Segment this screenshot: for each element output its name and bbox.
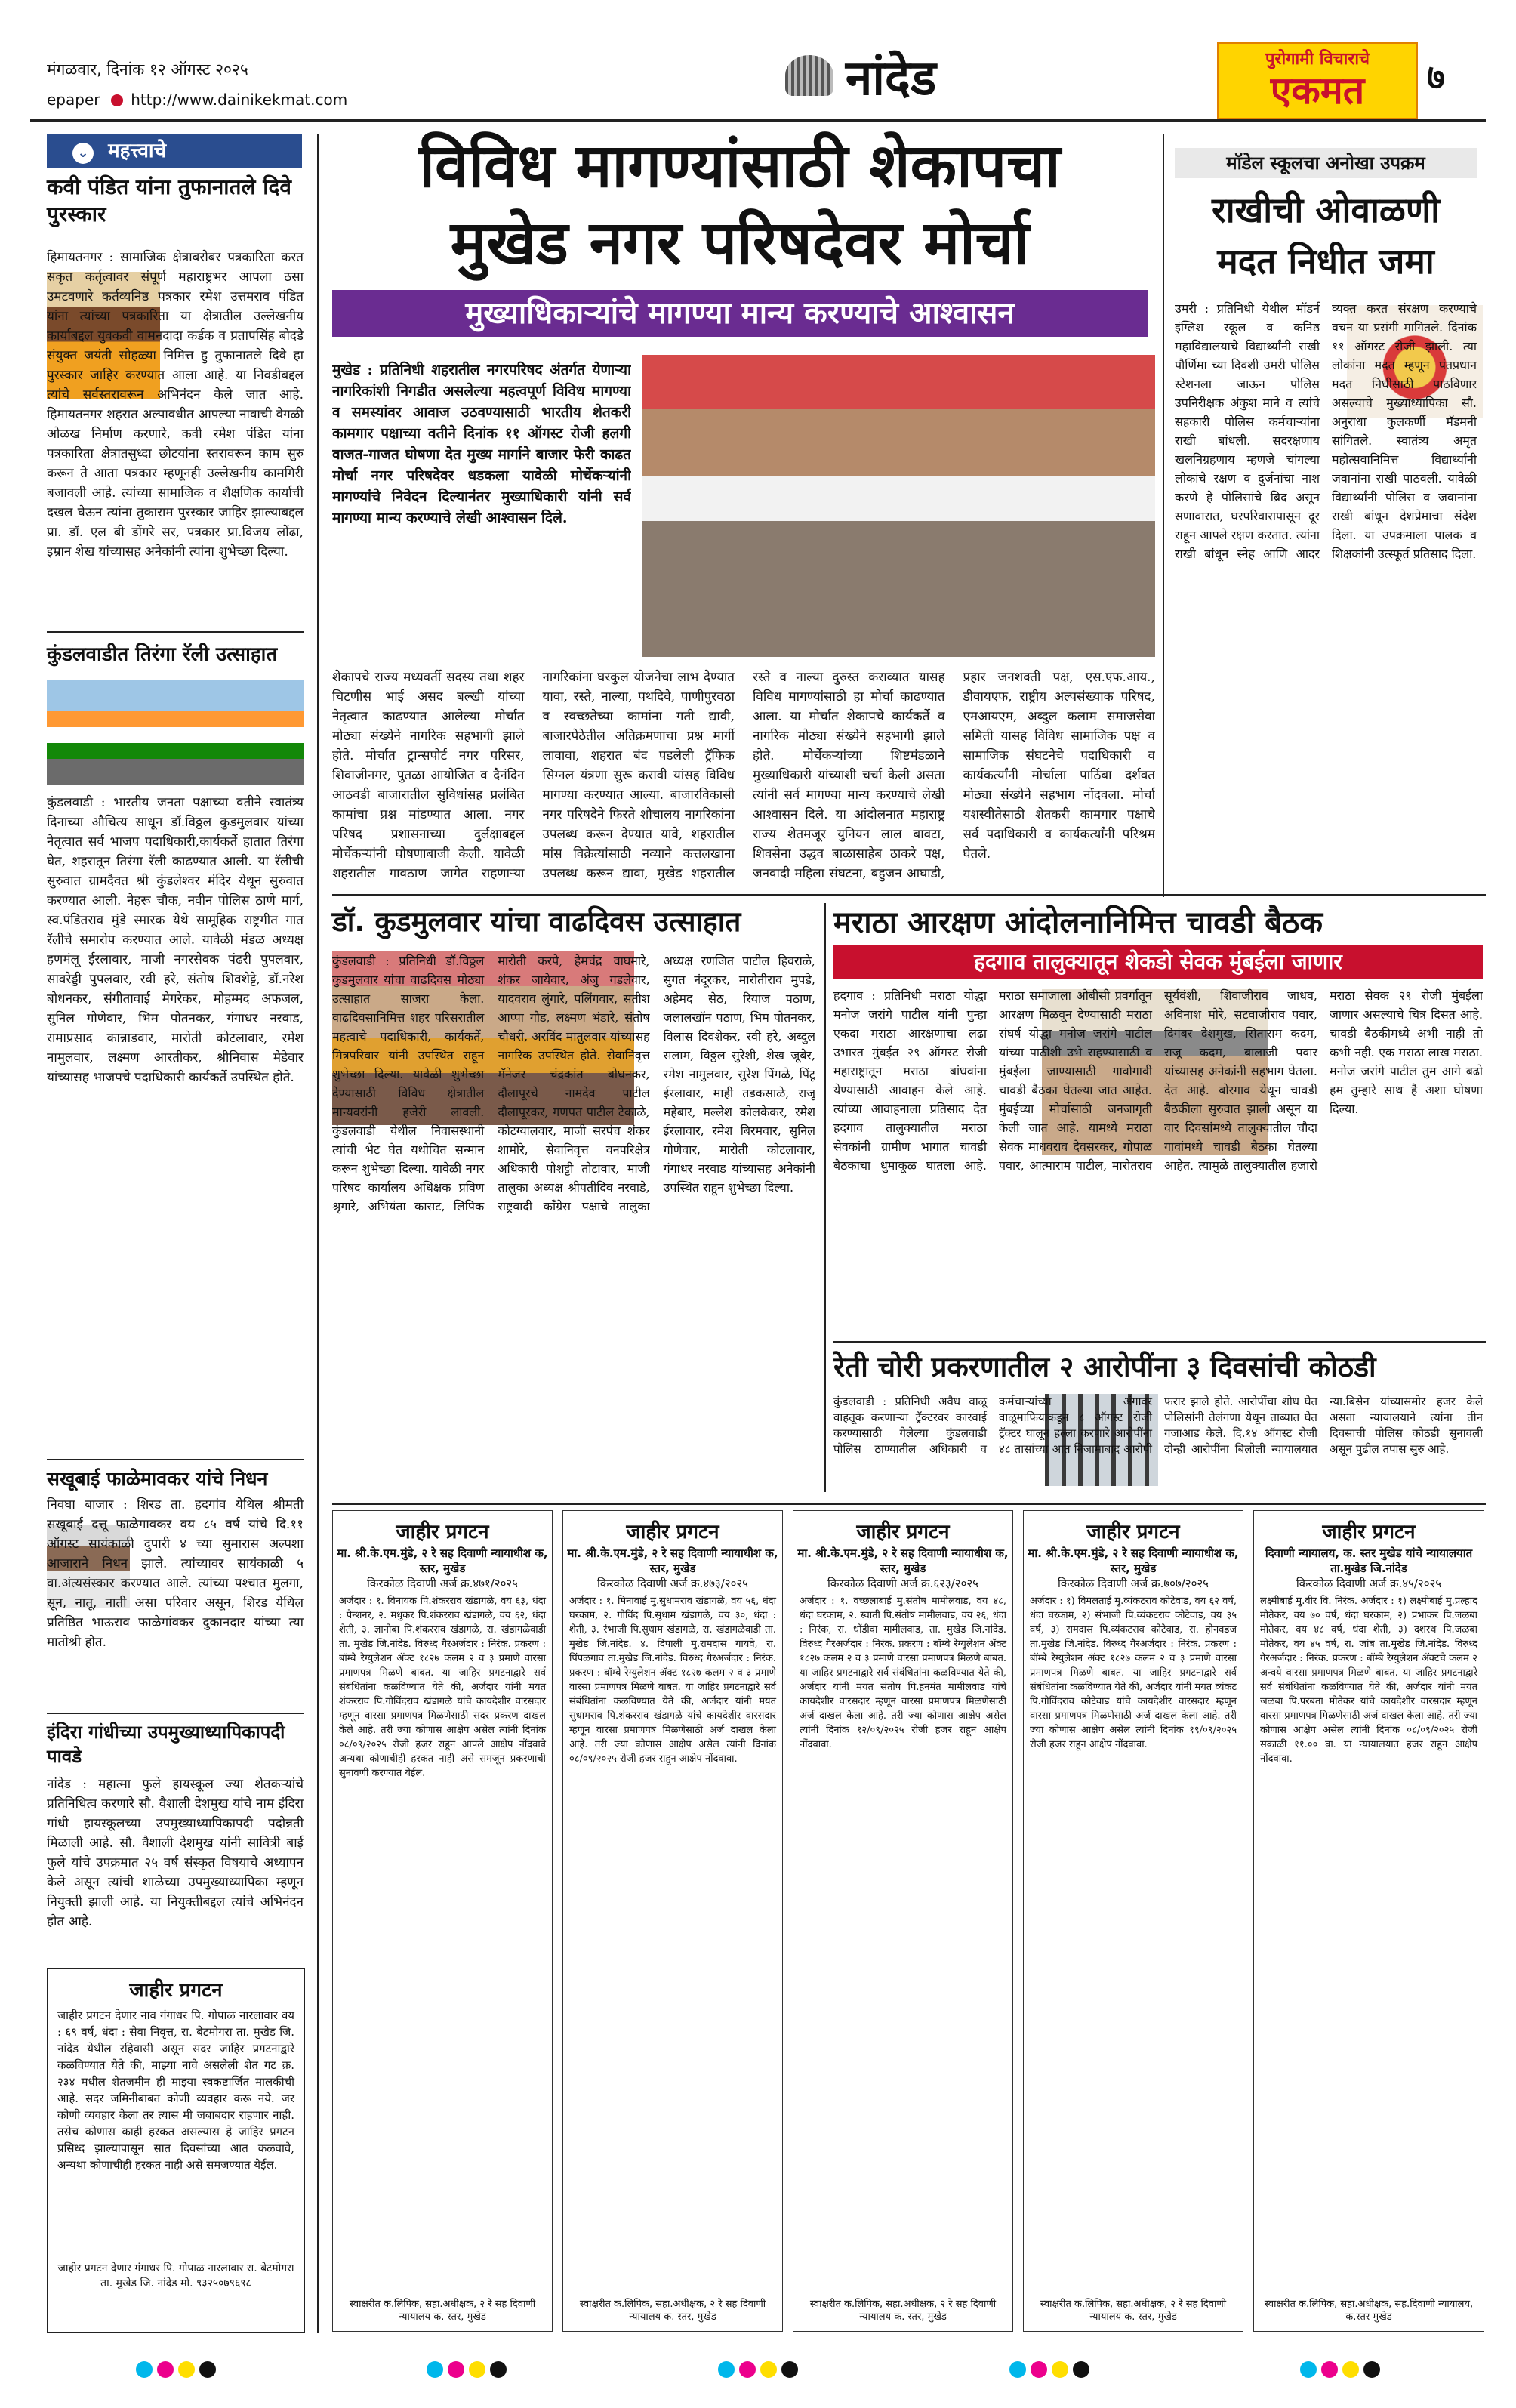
chevron-down-icon: ⌄ — [72, 143, 94, 164]
birthday-headline: डॉ. कुडमुलवार यांचा वाढदिवस उत्साहात — [332, 905, 741, 938]
brand-name: एकमत — [1270, 69, 1365, 113]
sidebar-story-1-body: हिमायतनगर : सामाजिक क्षेत्राबरोबर पत्रकारिता करत सकृत कर्तृत्वावर संपूर्ण महाराष्ट्रभर आपला ठसा उमटवणारे कर्तव्यनिष्ठ पत्रकार रमेश उत्तमराव पंडित यांना त्यांच्या पत्रकारिता या क्षेत्रातील उल्लेखनीय कार्याबद्दल युवकवी वामनदादा कर्डक व प्रतापसिंह बोदडे संयुक्त जयंती सोहळ्या निमित्त हु तुफानातले दिवे हा पुरस्कार जाहिर करण्यात आला आहे. या निवडीबद्दल त्यांचे सर्वस्तरावरून अभिनंदन केले जात आहे. हिमायतनगर शहरात अल्पावधीत आपल्या नावाची वेगळी ओळख निर्माण करणारे, कवी रमेश पंडित यांना पत्रकारिता क्षेत्रातसुध्दा छोटयांना स्तरावरून काम सुरु करून ते आता पत्रकार म्हणूनही उल्लेखनीय कामगिरी बजावली आहे. त्यांच्या सामाजिक व शैक्षणिक कार्याची दखल घेऊन त्यांना तुकाराम पुरस्कार जाहिर झाल्याबद्दल प्रा. डॉ. एल बी डोंगरे सर, पत्रकार प्रा.विजय लोंढा, इम्रान शेख यांच्यासह अनेकांनी त्यांना शुभेच्छा दिल्या. — [47, 250, 304, 560]
color-dot — [136, 2361, 153, 2378]
legal-notice-5 — [1253, 1510, 1484, 2332]
notice-1-case: किरकोळ दिवाणी अर्ज क्र.४७१/२०२५ — [367, 1577, 518, 1590]
color-dot — [178, 2361, 195, 2378]
rakhi-kicker: मॉडेल स्कूलचा अनोखा उपक्रम — [1175, 148, 1477, 178]
brand-tagline: पुरोगामी विचाराचे — [1265, 50, 1370, 69]
notice-5-title: जाहीर प्रगटन — [1322, 1521, 1416, 1543]
sidebar-story-3-headline: सखूबाई फाळेमावकर यांचे निधन — [47, 1468, 268, 1490]
sidebar-story-2-headline: कुंडलवाडीत तिरंगा रॅली उत्साहात — [47, 643, 278, 666]
notice-4-title: जाहीर प्रगटन — [1086, 1521, 1180, 1543]
color-dot — [718, 2361, 735, 2378]
notice-3-signature: स्वाक्षरीत क.लिपिक, सहा.अधीक्षक, २ रे सह दिवाणी न्यायालय क. स्तर, मुखेड — [809, 2299, 997, 2323]
maratha-subhead: हदगाव तालुक्यातून शेकडो सेवक मुंबईला जाणार — [833, 945, 1483, 979]
rakhi-body: उमरी : प्रतिनिधी येथील मॉडर्न इंग्लिश स्कूल व कनिष्ठ महाविद्यालयाचे विद्यार्थ्यांनी राखी पौर्णिमा च्या दिवशी उमरी पोलिस स्टेशनला जाऊन पोलिस उपनिरीक्षक अंकुश माने व त्यांचे सहकारी पोलिस कर्मचाऱ्यांना राखी बांधली. सदरक्षणाय खलनिग्रहणाय म्हणजे चांगल्या लोकांचे रक्षण व दुर्जनांचा नाश करणे हे पोलिसांचे ब्रिद असून सणावारात, घरपरिवारापासून दूर राहून आपले रक्षण करतात. त्यांना राखी बांधून स्नेह आणि आदर व्यक्त करत संरक्षण करण्याचे वचन या प्रसंगी मागितले. दिनांक ११ ऑगस्ट रोजी झाली. त्या लोकांना मदत म्हणून पंतप्रधान मदत निधीसाठी पाठविणार असल्याचे मुख्याध्यापिका सौ. अनुराधा कुलकर्णी मॅडमनी सांगितले. स्वातंत्र्य अमृत महोत्सवानिमित्त विद्यार्थ्यांनी जवानांना राखी पाठवली. यावेळी विद्यार्थ्यांनी पोलिस व जवानांना राखी बांधून देशप्रेमाचा संदेश दिला. या उपक्रमाला पालक व शिक्षकांनी उत्स्फूर्त प्रतिसाद दिला. — [1175, 301, 1477, 561]
page-number: ७ — [1427, 57, 1445, 97]
color-dot — [490, 2361, 507, 2378]
registration-group-5 — [1298, 2361, 1382, 2381]
brand-logo[interactable] — [1217, 42, 1418, 119]
globe-icon — [111, 94, 123, 106]
color-dot — [781, 2361, 798, 2378]
notice-1-court: मा. श्री.के.एम.मुंडे, २ रे सह दिवाणी न्यायाधीश क, स्तर, मुखेड — [337, 1546, 548, 1575]
lead-headline-line-1: विविध मागण्यांसाठी शेकापचा — [419, 131, 1061, 201]
notice-3-title: जाहीर प्रगटन — [856, 1521, 950, 1543]
notice-3-case: किरकोळ दिवाणी अर्ज क्र.६२३/२०२५ — [827, 1577, 978, 1590]
date-line: मंगळवार, दिनांक १२ ऑगस्ट २०२५ — [47, 60, 248, 79]
maratha-body: हदगाव : प्रतिनिधी मराठा योद्धा मनोज जरांगे पाटील यांनी पुन्हा एकदा मराठा आरक्षणाचा लढा उभारत मुंबईत २९ ऑगस्ट रोजी महाराष्ट्रातून मराठा बांधवांना येण्यासाठी आवाहन केले आहे. त्यांच्या आवाहनाला प्रतिसाद देत हदगाव तालुक्यातील मराठा सेवकांनी ग्रामीण भागात चावडी बैठकाचा धुमाकूळ घातला आहे. मराठा समाजाला ओबीसी प्रवर्गातून आरक्षण मिळवून देण्यासाठी मराठा संघर्ष योद्धा मनोज जरांगे पाटील यांच्या पाठीशी उभे राहण्यासाठी व मुंबईला जाण्यासाठी गावोगावी चावडी बैठका घेतल्या जात आहेत. मुंबईच्या मोर्चासाठी जनजागृती केली जात आहे. यामध्ये मराठा सेवक माधवराव देवसरकर, गोपाळ पवार, आत्माराम पाटील, मारोतराव सूर्यवंशी, शिवाजीराव जाधव, अविनाश मोरे, सटवाजीराव पवार, दिगंबर देशमुख, सिताराम कदम, राजू कदम, बालाजी पवार यांच्यासह अनेकांनी सहभाग घेतला. देत आहे. बोरगाव येथून चावडी बैठकीला सुरुवात झाली असून या वार दिवसांमध्ये तालुक्यातील चौदा गावांमध्ये चावडी बैठका घेतल्या आहेत. त्यामुळे तालुक्यातील हजारो मराठा सेवक २९ रोजी मुंबईला जाणार असल्याचे चित्र दिसत आहे. चावडी बैठकीमध्ये अभी नाही तो कभी नही. एक मराठा लाख मराठा. मनोज जरांगे पाटील तुम आगे बढो हम तुम्हारे साथ है अशा घोषणा दिल्या. — [833, 988, 1483, 1173]
left-notice-box — [47, 1968, 305, 2333]
lead-march-photo — [642, 355, 1155, 657]
color-dot — [199, 2361, 216, 2378]
legal-notice-4 — [1023, 1510, 1243, 2332]
tiranga-rally-photo — [47, 680, 304, 785]
notice-4-body: अर्जदार : १) विमलताई मु.व्यंकटराव कोटेवाड, वय ६२ वर्ष, धंदा घरकाम, २) संभाजी पि.व्यंकटराव कोटेवाड, वय ३५ वर्ष, ३) रामदास पि.व्यंकटराव कोटेवाड, रा. होनवडज ता.मुखेड जि.नांदेड. विरुध्द गैरअर्जदार : निरंक. प्रकरण : बॉम्बे रेग्युलेशन ॲक्ट १८२७ कलम २ व ३ प्रमाणे वारसा प्रमाणपत्र मिळणे बाबत. या जाहिर प्रगटनाद्वारे सर्व संबंधितांना कळविण्यात येते की, अर्जदार यांनी मयत व्यंकट पि.गोविंदराव कोटेवाड यांचे कायदेशीर वारसदार म्हणून वारसा प्रमाणपत्र मिळणेसाठी अर्ज दाखल केला आहे. तरी ज्या कोणास आक्षेप असेल त्यांनी दिनांक १९/०९/२०२५ रोजी हजर राहून आक्षेप नोंदवावा. — [1030, 1596, 1237, 1750]
section-banner — [47, 134, 302, 168]
color-dot — [1052, 2361, 1068, 2378]
sand-body: कुंडलवाडी : प्रतिनिधी अवैध वाळू वाहतूक करणाऱ्या ट्रॅक्टरवर कारवाई करण्यासाठी गेलेल्या कुंडलवाडी पोलिस ठाण्यातील अधिकारी व कर्मचाऱ्यांच्या अंगावर वाळूमाफियाकडून ८ ऑगस्ट रोजी ट्रॅक्टर घालून हल्ला करणारे आरोपींना ४८ तासांच्या आत निजामाबाद आरोपी फरार झाले होते. आरोपींचा शोध घेत पोलिसांनी तेलंगणा येथून ताब्यात घेत गजाआड केले. दि.१४ ऑगस्ट रोजी दोन्ही आरोपींना बिलोली न्यायालयात न्या.बिसेन यांच्यासमोर हजर केले असता न्यायालयाने त्यांना तीन दिवसाची पोलिस कोठडी सुनावली असून पुढील तपास सुरु आहे. — [833, 1395, 1483, 1456]
notice-2-title: जाहीर प्रगटन — [626, 1521, 719, 1543]
color-dot — [157, 2361, 174, 2378]
notice-2-signature: स्वाक्षरीत क.लिपिक, सहा.अधीक्षक, २ रे सह दिवाणी न्यायालय क. स्तर, मुखेड — [579, 2299, 766, 2323]
notice-4-case: किरकोळ दिवाणी अर्ज क्र.७०७/२०२५ — [1058, 1577, 1209, 1590]
rakhi-headline-line-1: राखीची ओवाळणी — [1211, 190, 1441, 230]
lead-headline-line-2: मुखेड नगर परिषदेवर मोर्चा — [450, 208, 1030, 278]
birthday-body: कुंडलवाडी : प्रतिनिधी डॉ.विठ्ठल कुडमुलवार यांचा वाढदिवस मोठ्या उत्साहात साजरा केला. वाढदिवसानिमित्त शहर परिसरातील महत्वाचे पदाधिकारी, कार्यकर्ते, मित्रपरिवार यांनी उपस्थित राहून शुभेच्छा दिल्या. यावेळी शुभेच्छा देण्यासाठी विविध क्षेत्रातील मान्यवरांनी हजेरी लावली. कुंडलवाडी येथील निवासस्थानी त्यांची भेट घेत यथोचित सन्मान करून शुभेच्छा दिल्या. यावेळी नगर परिषद कार्यालय अधिक्षक प्रविण श्रृगारे, अभियंता कासट, लिपिक मारोती करपे, हेमचंद्र वाघमारे, शंकर जायेवार, अंजु गडलेवार, यादवराव लुंगारे, पलिंगवार, सतीश आप्पा गौड, लक्ष्मण भंडारे, संतोष चौधरी, अरविंद मातुलवार यांच्यासह नागरिक उपस्थित होते. सेवानिवृत्त मॅनेजर चंद्रकांत बोधनकर, दौलापूरचे नामदेव पाटील दौलापूरकर, गणपत पाटील टेकाळे, कोटग्यालवार, माजी सरपंच शंकर शामोरे, सेवानिवृत्त वनपरिक्षेत्र अधिकारी पोशट्टी तोटावार, माजी तालुका अध्यक्ष श्रीपतीदिव नरवाडे, राष्ट्रवादी काँग्रेस पक्षाचे तालुका अध्यक्ष रणजित पाटील हिवराळे, सुगत नंदूरकर, मारोतीराव मुपडे, अहेमद सेठ, रियाज पठाण, जलालखॉन पठाण, भिम पोतनकर, विलास दिवशेकर, रवी हरे, अब्दुल सलाम, विठ्ठल सुरेशी, शेख जूबेर, रमेश नामुलवार, सुरेश पिंगळे, पिंटू ईरलावार, माही तडकसाळे, राजू महेबार, मल्लेश कोलकेकर, रमेश ईरलावार, रमेश बिरमवार, सुनिल गोणेवार, मारोती कोटलावार, गंगाधर नरवाड यांच्यासह अनेकांनी उपस्थित राहून शुभेच्छा दिल्या. — [332, 954, 815, 1213]
legal-notice-1 — [332, 1510, 553, 2332]
color-dot — [427, 2361, 443, 2378]
color-dot — [1073, 2361, 1089, 2378]
masthead-city — [664, 44, 1057, 107]
left-notice-title: जाहीर प्रगटन — [129, 1979, 223, 2002]
maratha-headline: मराठा आरक्षण आंदोलनानिमित्त चावडी बैठक — [833, 905, 1323, 940]
lead-intro: मुखेड : प्रतिनिधी शहरातील नगरपरिषद अंतर्गत येणाऱ्या नागरिकांशी निगडीत असलेल्या महत्वपूर्ण विविध मागण्या व समस्यांवर आवाज उठवण्यासाठी भारतीय शेतकरी कामगार पक्षाच्या वतीने दिनांक ११ ऑगस्ट रोजी हलगी वाजत-गाजत घोषणा देत मुख्य मार्गाने बाजार फेरी काढत मोर्चा नगर परिषदेवर धडकला यावेळी मोर्चेकऱ्यांनी मागण्यांचे निवेदन दिल्यानंतर मुख्याधिकारी यांनी सर्व मागण्या मान्य करण्याचे लेखी आश्वासन दिले. — [332, 362, 631, 526]
notice-2-case: किरकोळ दिवाणी अर्ज क्र.४७३/२०२५ — [597, 1577, 748, 1590]
lead-body: शेकापचे राज्य मध्यवर्ती सदस्य तथा शहर चिटणीस भाई असद बल्खी यांच्या नेतृत्वात काढण्यात आलेल्या मोर्चात मोठ्या संख्येने नागरिक सहभागी झाले होते. मोर्चात ट्रान्सपोर्ट नगर परिसर, शिवाजीनगर, पुतळा आयोजित व दैनंदिन आठवडी बाजारातील सुविधांसह प्रलंबित कामांचा प्रश्न मांडण्यात आला. नगर परिषद प्रशासनाच्या दुर्लक्षाबद्दल मोर्चेकऱ्यांनी घोषणाबाजी केली. यावेळी शहरातील गावठाण जागेत राहणाऱ्या नागरिकांना घरकुल योजनेचा लाभ देण्यात यावा, रस्ते, नाल्या, पथदिवे, पाणीपुरवठा व स्वच्छतेच्या कामांना गती द्यावी, बाजारपेठेतील अतिक्रमणाचा प्रश्न मार्गी लावावा, शहरात बंद पडलेली ट्रॅफिक सिग्नल यंत्रणा सुरू करावी यांसह विविध मागण्या करण्यात आल्या. बाजारविकासी नगर परिषदेने फिरते शौचालय नागरिकांना उपलब्ध करून देण्यात यावे, शहरातील मांस विक्रेत्यांसाठी नव्याने कत्तलखाना उपलब्ध करून द्यावा, मुखेड शहरातील रस्ते व नाल्या दुरुस्त कराव्यात यासह विविध मागण्यांसाठी हा मोर्चा काढण्यात आला. या मोर्चात शेकापचे कार्यकर्ते व नागरिक मोठ्या संख्येने सहभागी झाले होते. मोर्चेकऱ्यांच्या शिष्टमंडळाने मुख्याधिकारी यांच्याशी चर्चा केली असता त्यांनी सर्व मागण्या मान्य करण्याचे लेखी आश्वासन दिले. या आंदोलनात महाराष्ट्र राज्य शेतमजूर युनियन लाल बावटा, शिवसेना उद्धव बाळासाहेब ठाकरे पक्ष, जनवादी महिला संघटना, बहुजन आघाडी, प्रहार जनशक्ती पक्ष, एस.एफ.आय., डीवायएफ, राष्ट्रीय अल्पसंख्याक परिषद, एमआयएम, अब्दुल कलाम समाजसेवा समिती यासह विविध सामाजिक पक्ष व सामाजिक संघटनेचे पदाधिकारी व कार्यकर्त्यांनी मोर्चाला पाठिंबा दर्शवत मोठ्या संख्येने सहभाग नोंदवला. मोर्चा यशस्वीतेसाठी शेतकरी कामगार पक्षाचे सर्व पदाधिकारी व कार्यकर्त्यांनी परिश्रम घेतले. — [332, 670, 1155, 881]
rakhi-headline-line-2: मदत निधीत जमा — [1217, 241, 1434, 282]
sidebar-story-4-body: नांदेड : महात्मा फुले हायस्कूल ज्या शेतकऱ्यांचे प्रतिनिधित्व करणारे सौ. वैशाली देशमुख यांचे नाम इंदिरा गांधी हायस्कूलच्या उपमुख्याध्यापिकापदी पदोन्नती मिळाली आहे. सौ. वैशाली देशमुख यांनी सावित्री बाई फुले यांचे उपक्रमात २५ वर्ष संस्कृत विषयाचे अध्यापन केले असून त्यांची शाळेच्या उपमुख्याध्यापिका म्हणून नियुक्ती झाली आहे. या नियुक्तीबद्दल त्यांचे अभिनंदन होत आहे. — [47, 1777, 304, 1929]
legal-notice-2 — [562, 1510, 783, 2332]
notice-2-body: अर्जदार : १. मिनावाई मु.सुधामराव खंडागळे, वय ५६, धंदा घरकाम, २. गोविंद पि.सुधाम खंडागळे, वय ३०, धंदा : शेती, ३. रंभाजी पि.सुधाम खंडागळे, रा. खंडागळेवाडी ता. मुखेड जि.नांदेड. ४. दिपाली मु.रामदास गायवे, रा. पिंपळगाव ता.मुखेड जि.नांदेड. विरुध्द गैरअर्जदार : निरंक. प्रकरण : बॉम्बे रेग्युलेशन ॲक्ट १८२७ कलम २ व ३ प्रमाणे वारसा प्रमाणपत्र मिळणे बाबत. या जाहिर प्रगटनाद्वारे सर्व संबंधितांना कळविण्यात येते की, अर्जदार यांनी मयत सुधामराव पि.शंकरराव खंडागळे यांचे कायदेशीर वारसदार म्हणून वारसा प्रमाणपत्र मिळणेसाठी अर्ज दाखल केला आहे. तरी ज्या कोणास आक्षेप असेल त्यांनी दिनांक ०८/०९/२०२५ रोजी हजर राहून आक्षेप नोंदवावा. — [569, 1596, 776, 1765]
sidebar-story-1-headline: कवी पंडित यांना तुफानातले दिवे पुरस्कार — [47, 174, 291, 227]
color-dot — [1321, 2361, 1338, 2378]
color-dot — [1300, 2361, 1317, 2378]
city-name: नांदेड — [845, 50, 937, 106]
color-dot — [469, 2361, 485, 2378]
sidebar-story-2-body: कुंडलवाडी : भारतीय जनता पक्षाच्या वतीने स्वातंत्र्य दिनाच्या औचित्य साधून डॉ.विठ्ठल कुडमुलवार यांच्या नेतृत्वात सर्व भाजप पदाधिकारी,कार्यकर्ते हातात तिरंगा घेत, शहरातून तिरंगा रॅली काढण्यात आली. या रॅलीची सुरुवात ग्रामदैवत श्री कुंडलेश्वर मंदिर येथून सुरुवात करण्यात आली. नेहरू चौक, नवीन पोलिस ठाणे मार्ग, स्व.पंडितराव मुंडे स्मारक येथे सामूहिक राष्ट्रगीत गात रॅलीचे समारोप करण्यात आले. यावेळी मंडळ अध्यक्ष हणमंलू ईरलावार, माजी नगरसेवक पंढरी पुपलवार, सावरेड्डी पुपलवार, रवी हरे, संतोष शिवशेट्टे, डॉ.नरेश बोधनकर, संगीतावाई मेगरेकर, मोहम्मद अफजल, सुनिल गोणेवार, भिम पोतनकर, गंगाधर नरवाड, रामाप्रसाद कान्नाडवार, मारोती कोटलावार, रमेश नामुलवार, लक्ष्मण आरतीकर, श्रीनिवास मेडेवार यांच्यासह भाजपचे पदाधिकारी कार्यकर्ते उपस्थित होते. — [47, 795, 304, 1085]
notice-1-body: अर्जदार : १. विनायक पि.शंकरराव खंडागळे, वय ६३, धंदा : पेन्शनर, २. मधुकर पि.शंकरराव खंडागळे, वय ६२, धंदा शेती, ३. ज्ञानोबा पि.शंकरराव खंडागळे, रा. खंडागळेवाडी ता. मुखेड जि.नांदेड. विरुध्द गैरअर्जदार : निरंक. प्रकरण : बॉम्बे रेग्युलेशन ॲक्ट १८२७ कलम २ व ३ प्रमाणे वारसा प्रमाणपत्र मिळणे बाबत. या जाहिर प्रगटनाद्वारे सर्व संबंधितांना कळविण्यात येते की, अर्जदार यांनी मयत शंकरराव पि.गोविंदराव खंडागळे यांचे कायदेशीर वारसदार म्हणून वारसा प्रमाणपत्र मिळणेसाठी सदर प्रकरण दाखल केले आहे. तरी ज्या कोणास आक्षेप असेल त्यांनी दिनांक ०८/०९/२०२५ रोजी हजर राहून आपले आक्षेप नोंदवावे अन्यथा कोणाचीही हरकत नाही असे समजून प्रकरणाची सुनावणी करण्यात येईल. — [339, 1596, 546, 1779]
notice-5-body: लक्ष्मीबाई मु.वीर वि. निरंक. अर्जदार : १) लक्ष्मीबाई मु.प्रल्हाद मोतेकर, वय ७० वर्ष, धंदा घरकाम, २) प्रभाकर पि.जळबा मोतेकर, वय ४८ वर्ष, धंदा शेती, ३) दशरथ पि.जळबा मोतेकर, वय ४५ वर्ष, रा. जांब ता.मुखेड जि.नांदेड. विरुध्द गैरअर्जदार : निरंक. प्रकरण : बॉम्बे रेग्युलेशन ॲक्टचे कलम २ अन्वये वारसा प्रमाणपत्र मिळणे बाबत. या जाहिर प्रगटनाद्वारे सर्व संबंधितांना कळविण्यात येते की, अर्जदार यांनी मयत जळबा पि.परबता मोतेकर यांचे कायदेशीर वारसदार म्हणून वारसा प्रमाणपत्र मिळणेसाठी अर्ज दाखल केला आहे. तरी ज्या कोणास आक्षेप असेल त्यांनी दिनांक ०८/०९/२०२५ रोजी सकाळी ११.०० वा. या न्यायालयात हजर राहून आक्षेप नोंदवावा. — [1260, 1596, 1477, 1765]
color-dot — [1363, 2361, 1380, 2378]
epaper-label: epaper — [47, 91, 100, 109]
notice-2-court: मा. श्री.के.एम.मुंडे, २ रे सह दिवाणी न्यायाधीश क, स्तर, मुखेड — [567, 1546, 778, 1575]
sand-headline: रेती चोरी प्रकरणातील २ आरोपींना ३ दिवसांची कोठडी — [833, 1351, 1376, 1383]
left-notice-signature: जाहीर प्रगटन देणार गंगाधर पि. गोपाळ नारलावार रा. बेटमोगरा ता. मुखेड जि. नांदेड मो. ९३२५०७९६९८ — [57, 2262, 294, 2289]
notice-5-signature: स्वाक्षरीत क.लिपिक, सहा.अधीक्षक, सह.दिवाणी न्यायालय, क.स्तर मुखेड — [1264, 2299, 1474, 2323]
notice-1-title: जाहीर प्रगटन — [396, 1521, 489, 1543]
registration-group-1 — [134, 2361, 218, 2381]
footer-registration-marks — [30, 2356, 1486, 2386]
color-dot — [739, 2361, 756, 2378]
notice-3-body: अर्जदार : १. वच्छलाबाई मु.संतोष मामीलवाड, वय ४८, धंदा घरकाम, २. स्वाती पि.संतोष मामीलवाड, वय २६, धंदा : निरंक, रा. धोंडीवा मामीलवाड, ता. मुखेड जि.नांदेड. विरुध्द गैरअर्जदार : निरंक. प्रकरण : बॉम्बे रेग्युलेशन ॲक्ट १८२७ कलम २ व ३ प्रमाणे वारसा प्रमाणपत्र मिळणे बाबत. या जाहिर प्रगटनाद्वारे सर्व संबंधितांना कळविण्यात येते की, अर्जदार यांनी मयत संतोष पि.हनमंत मामीलवाड यांचे कायदेशीर वारसदार म्हणून वारसा प्रमाणपत्र मिळणेसाठी अर्ज दाखल केला आहे. तरी ज्या कोणास आक्षेप असेल त्यांनी दिनांक १२/०९/२०२५ रोजी हजर राहून आक्षेप नोंदवावा. — [800, 1596, 1006, 1750]
epaper-line — [47, 91, 347, 109]
notice-1-signature: स्वाक्षरीत क.लिपिक, सहा.अधीक्षक, २ रे सह दिवाणी न्यायालय क. स्तर, मुखेड — [349, 2299, 536, 2323]
notice-5-case: किरकोळ दिवाणी अर्ज क्र.४५/२०२५ — [1296, 1577, 1442, 1590]
registration-group-3 — [716, 2361, 800, 2381]
registration-group-4 — [1007, 2361, 1092, 2381]
color-dot — [760, 2361, 777, 2378]
registration-group-2 — [424, 2361, 509, 2381]
website-link[interactable]: http://www.dainikekmat.com — [131, 91, 348, 109]
city-emblem-icon — [785, 55, 833, 96]
notice-4-court: मा. श्री.के.एम.मुंडे, २ रे सह दिवाणी न्यायाधीश क, स्तर, मुखेड — [1028, 1546, 1239, 1575]
notice-3-court: मा. श्री.के.एम.मुंडे, २ रे सह दिवाणी न्यायाधीश क, स्तर, मुखेड — [797, 1546, 1009, 1575]
section-title: महत्त्वाचे — [108, 140, 167, 162]
legal-notice-3 — [793, 1510, 1013, 2332]
lead-subhead: मुख्याधिकाऱ्यांचे मागण्या मान्य करण्याचे आश्वासन — [332, 290, 1148, 337]
notice-4-signature: स्वाक्षरीत क.लिपिक, सहा.अधीक्षक, २ रे सह दिवाणी न्यायालय क. स्तर, मुखेड — [1040, 2299, 1227, 2323]
color-dot — [1342, 2361, 1359, 2378]
color-dot — [1031, 2361, 1047, 2378]
left-notice-body: जाहीर प्रगटन देणार नाव गंगाधर पि. गोपाळ नारलावार वय : ६९ वर्ष, धंदा : सेवा निवृत्त, रा. बेटमोगरा ता. मुखेड जि. नांदेड येथील रहिवासी असून सदर जाहिर प्रगटनाद्वारे कळविण्यात येते की, माझ्या नावे असलेली शेत गट क्र. २३४ मधील शेतजमीन ही माझ्या स्वकष्टार्जित मालकीची आहे. सदर जमिनीबाबत कोणी व्यवहार करू नये. जर कोणी व्यवहार केला तर त्यास मी जबाबदार राहणार नाही. तसेच कोणास काही हरकत असल्यास हे जाहिर प्रगटन प्रसिध्द झाल्यापासून सात दिवसांच्या आत कळवावे, अन्यथा कोणाचीही हरकत नाही असे समजण्यात येईल. — [57, 2009, 294, 2172]
color-dot — [448, 2361, 464, 2378]
color-dot — [1009, 2361, 1026, 2378]
sidebar-story-4-headline: इंदिरा गांधीच्या उपमुख्याध्यापिकापदी पावडे — [47, 1722, 285, 1767]
notice-5-court: दिवाणी न्यायालय, क. स्तर मुखेड यांचे न्यायालयात ता.मुखेड जि.नांदेड — [1265, 1546, 1473, 1575]
sidebar-story-3-body: निवघा बाजार : शिरड ता. हदगांव येथिल श्रीमती सखूबाई दत्तू फाळेगावकर वय ८५ वर्ष यांचे दि.११ ऑगस्ट सायंकाळी दुपारी ४ च्या सुमारास अल्पशा आजाराने निधन झाले. त्यांच्यावर सायंकाळी ५ वा.अंत्यसंस्कार करण्यात आले. त्यांच्या पश्चात मुलगा, सून, नातू, नाती असा परिवार असून, शिरड येथिल प्रतिष्ठित भाऊराव फाळेगांवकर दुकानदार यांच्या त्या मातोश्री होत. — [47, 1497, 304, 1650]
